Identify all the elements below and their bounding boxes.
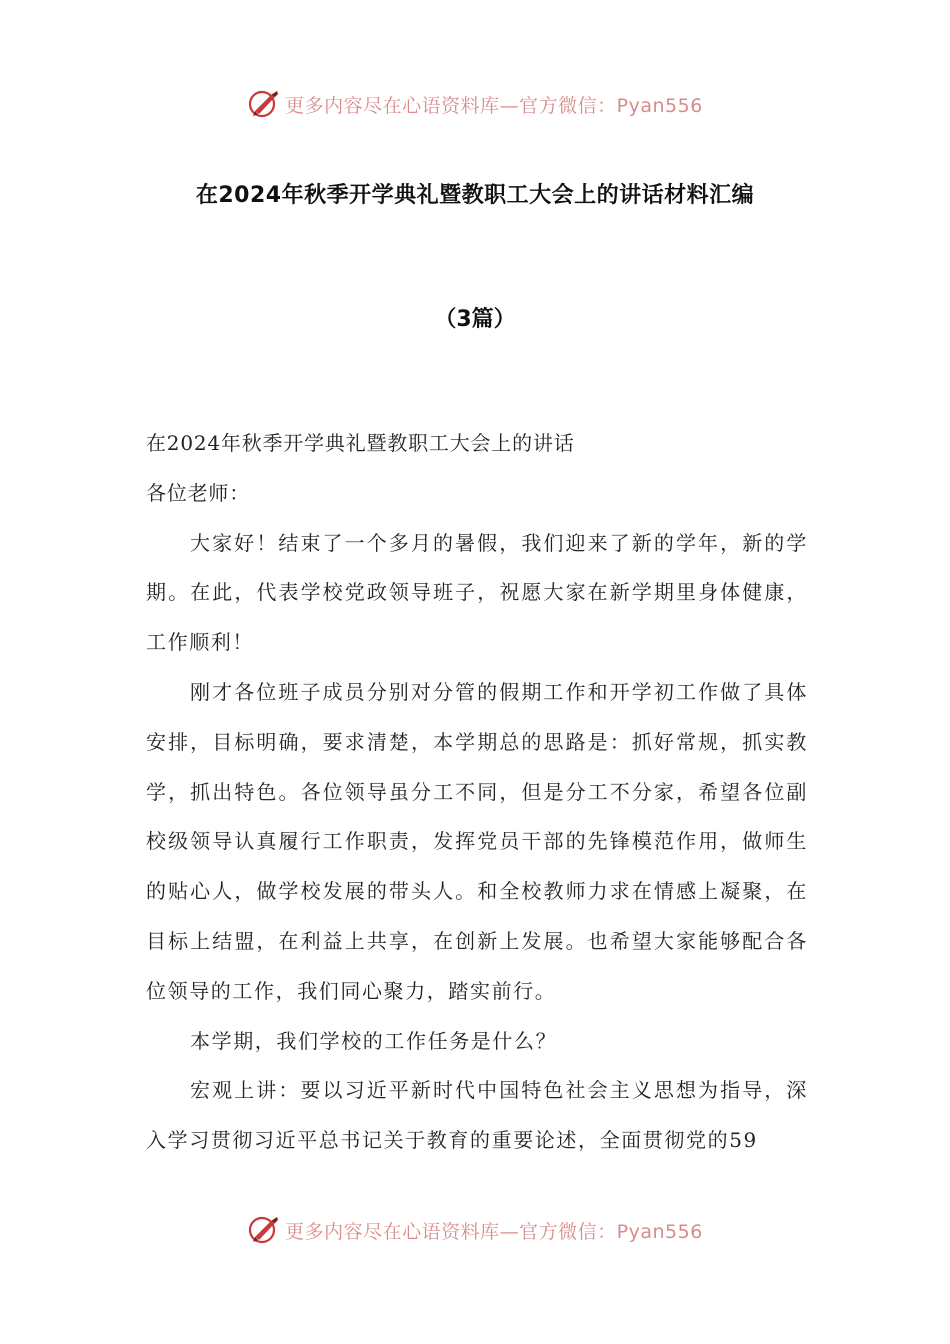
pen-logo-icon	[247, 1213, 281, 1247]
footer-banner	[0, 1210, 950, 1250]
paragraph-3: 本学期，我们学校的工作任务是什么？	[190, 1028, 558, 1053]
document-body	[146, 419, 808, 1166]
wechat-id: Pyan556	[616, 1220, 703, 1243]
banner-text: 更多内容尽在心语资料库—官方微信：Pyan556	[285, 1220, 703, 1243]
pen-logo-icon	[247, 87, 281, 121]
salutation: 各位老师：	[146, 480, 250, 505]
section-heading: 在2024年秋季开学典礼暨教职工大会上的讲话	[146, 431, 575, 455]
wechat-id: Pyan556	[616, 94, 703, 117]
paragraph-2: 刚才各位班子成员分别对分管的假期工作和开学初工作做了具体安排，目标明确，要求清楚，本学期总的思路是：抓好常规，抓实教学，抓出特色。各位领导虽分工不同，但是分工不分家，希望各位副校级领导认真履行工作职责，发挥党员干部的先锋模范作用，做师生的贴心人，做学校发展的带头人。和全校教师力求在情感上凝聚，在目标上结盟，在利益上共享，在创新上发展。也希望大家能够配合各位领导的工作，我们同心聚力，踏实前行。	[146, 679, 808, 1003]
header-banner	[0, 84, 950, 124]
paragraph-4: 宏观上讲：要以习近平新时代中国特色社会主义思想为指导，深入学习贯彻习近平总书记关于教育的重要论述，全面贯彻党的59	[146, 1078, 808, 1153]
paragraph-1: 大家好！结束了一个多月的暑假，我们迎来了新的学年，新的学期。在此，代表学校党政领导班子，祝愿大家在新学期里身体健康，工作顺利！	[146, 530, 808, 655]
document-subtitle: （3篇）	[434, 307, 516, 332]
document-title: 在2024年秋季开学典礼暨教职工大会上的讲话材料汇编	[195, 183, 755, 208]
banner-text: 更多内容尽在心语资料库—官方微信：Pyan556	[285, 94, 703, 117]
